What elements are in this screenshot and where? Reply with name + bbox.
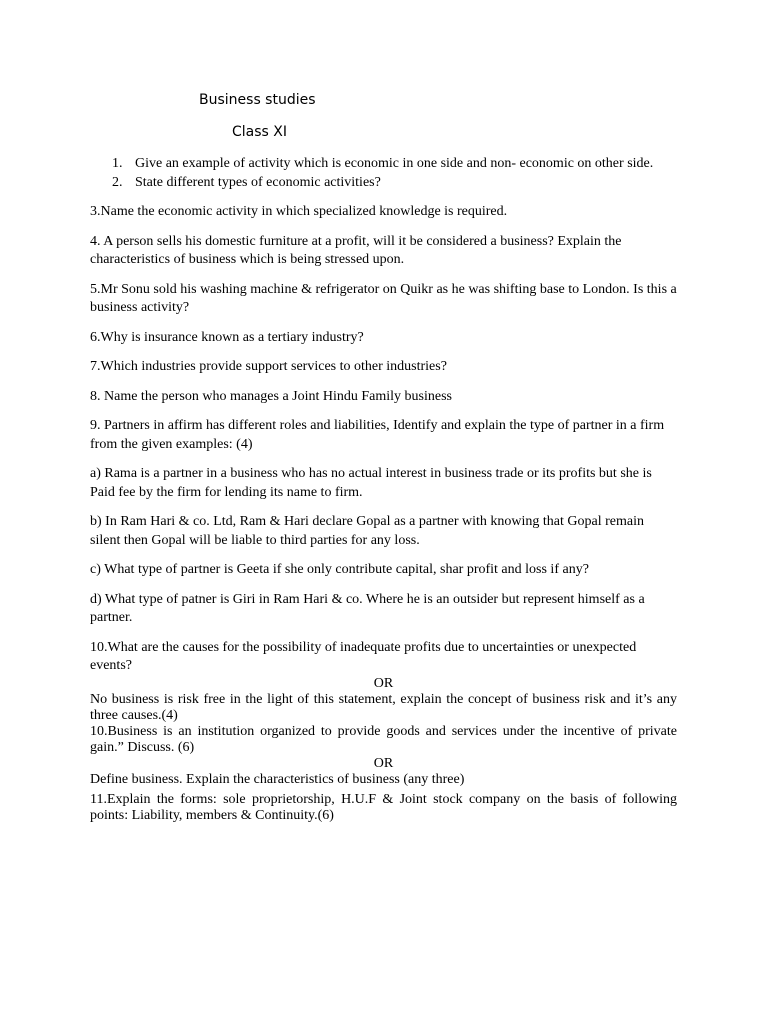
list-item-text: State different types of economic activities? bbox=[135, 174, 381, 190]
question-10b-alternative: Define business. Explain the characteristics of business (any three) bbox=[90, 771, 465, 787]
document-title: Business studies bbox=[199, 92, 316, 108]
question-11: 11.Explain the forms: sole proprietorship, H.U.F & Joint stock company on the basis of following points: Liability, members & Continuity.(6) bbox=[90, 791, 677, 823]
question-5: 5.Mr Sonu sold his washing machine & refrigerator on Quikr as he was shifting base to London. Is this a business activity? bbox=[90, 281, 677, 315]
list-item bbox=[90, 174, 677, 193]
question-10a: 10.What are the causes for the possibility of inadequate profits due to uncertainties or unexpected events? bbox=[90, 639, 637, 673]
question-7: 7.Which industries provide support services to other industries? bbox=[90, 359, 447, 374]
question-6: 6.Why is insurance known as a tertiary industry? bbox=[90, 329, 364, 345]
or-separator: OR bbox=[373, 755, 394, 771]
list-item bbox=[90, 155, 677, 174]
class-label: Class XI bbox=[232, 124, 288, 140]
or-separator: OR bbox=[373, 675, 394, 691]
question-9b: b) In Ram Hari & co. Ltd, Ram & Hari declare Gopal as a partner with knowing that Gopal remain silent then Gopal will be liable to third parties for any loss. bbox=[90, 514, 644, 548]
question-9d: d) What type of patner is Giri in Ram Hari & co. Where he is an outsider but represent himself as a partner. bbox=[90, 591, 645, 625]
question-10b: 10.Business is an institution organized to provide goods and services under the incentive of private gain.” Discuss. (6) bbox=[90, 723, 677, 755]
question-9c: c) What type of partner is Geeta if she only contribute capital, shar profit and loss if any? bbox=[90, 562, 589, 577]
question-9a: a) Rama is a partner in a business who has no actual interest in business trade or its profits but she is Paid fee by the firm for lending its name to firm. bbox=[90, 466, 652, 500]
list-number: 2. bbox=[112, 174, 123, 190]
question-list bbox=[90, 155, 677, 824]
question-3: 3.Name the economic activity in which specialized knowledge is required. bbox=[90, 204, 508, 219]
question-8: 8. Name the person who manages a Joint Hindu Family business bbox=[90, 388, 453, 404]
list-number: 1. bbox=[112, 156, 123, 171]
numbered-list bbox=[90, 155, 677, 192]
list-item-text: Give an example of activity which is economic in one side and non- economic on other side. bbox=[135, 156, 654, 171]
question-10a-alternative: No business is risk free in the light of this statement, explain the concept of business risk and it’s any three causes.(4) bbox=[90, 691, 677, 723]
question-4: 4. A person sells his domestic furniture at a profit, will it be considered a business? Explain the characteristics of business which is being stressed upon. bbox=[90, 233, 622, 267]
question-9: 9. Partners in affirm has different roles and liabilities, Identify and explain the type of partner in a firm from the given examples: (4) bbox=[90, 418, 665, 452]
